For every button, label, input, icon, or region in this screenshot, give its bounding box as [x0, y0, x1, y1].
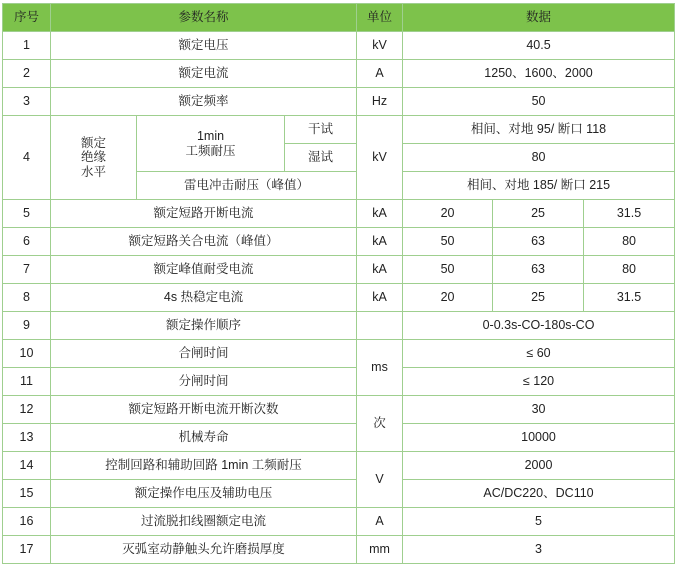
row-no: 13 [3, 424, 51, 452]
row-data: AC/DC220、DC110 [403, 480, 675, 508]
row-data-1: 50 [403, 228, 493, 256]
row-data-2: 25 [493, 200, 584, 228]
row-unit [357, 312, 403, 340]
row-unit: Hz [357, 88, 403, 116]
row-name: 额定短路开断电流开断次数 [51, 396, 357, 424]
row-data: 0-0.3s-CO-180s-CO [403, 312, 675, 340]
lightning-impulse-label: 雷电冲击耐压（峰值） [137, 172, 357, 200]
row-unit: kV [357, 116, 403, 200]
row-no: 10 [3, 340, 51, 368]
table-row [3, 228, 675, 256]
row-no: 11 [3, 368, 51, 396]
insulation-group-label [51, 116, 137, 200]
row-unit: kA [357, 284, 403, 312]
row-unit: kV [357, 32, 403, 60]
row-data-1: 20 [403, 284, 493, 312]
row-name: 额定频率 [51, 88, 357, 116]
table-row [3, 452, 675, 480]
row-unit: 次 [357, 396, 403, 452]
table-row [3, 116, 675, 144]
row-data-3: 31.5 [584, 284, 675, 312]
row-data: 5 [403, 508, 675, 536]
header-data: 数据 [403, 4, 675, 32]
row-no: 12 [3, 396, 51, 424]
table-header [3, 4, 675, 32]
row-data: 80 [403, 144, 675, 172]
row-data: 30 [403, 396, 675, 424]
row-data: 10000 [403, 424, 675, 452]
row-no: 5 [3, 200, 51, 228]
row-name: 机械寿命 [51, 424, 357, 452]
row-no: 4 [3, 116, 51, 200]
row-no: 6 [3, 228, 51, 256]
table-row [3, 424, 675, 452]
row-name: 额定短路关合电流（峰值） [51, 228, 357, 256]
row-name: 控制回路和辅助回路 1min 工频耐压 [51, 452, 357, 480]
header-no: 序号 [3, 4, 51, 32]
row-data-2: 63 [493, 228, 584, 256]
row-no: 1 [3, 32, 51, 60]
row-data-3: 80 [584, 256, 675, 284]
table-body [3, 32, 675, 564]
header-unit: 单位 [357, 4, 403, 32]
row-name: 额定操作顺序 [51, 312, 357, 340]
row-data: 40.5 [403, 32, 675, 60]
table-row [3, 312, 675, 340]
row-data-1: 50 [403, 256, 493, 284]
wet-test-label: 湿试 [285, 144, 357, 172]
row-name: 4s 热稳定电流 [51, 284, 357, 312]
insulation-label-line3: 水平 [80, 164, 106, 179]
row-data: 相间、对地 185/ 断口 215 [403, 172, 675, 200]
row-no: 17 [3, 536, 51, 564]
table-row [3, 340, 675, 368]
spec-sheet [0, 3, 676, 557]
row-data-3: 80 [584, 228, 675, 256]
row-name: 额定峰值耐受电流 [51, 256, 357, 284]
table-row [3, 536, 675, 564]
row-name: 额定电流 [51, 60, 357, 88]
row-data: ≤ 60 [403, 340, 675, 368]
row-name: 额定短路开断电流 [51, 200, 357, 228]
row-no: 14 [3, 452, 51, 480]
table-row [3, 480, 675, 508]
row-no: 8 [3, 284, 51, 312]
table-row [3, 508, 675, 536]
row-no: 7 [3, 256, 51, 284]
row-no: 9 [3, 312, 51, 340]
table-row [3, 368, 675, 396]
row-data-1: 20 [403, 200, 493, 228]
row-name: 合闸时间 [51, 340, 357, 368]
insulation-label-line1: 额定 [80, 135, 106, 150]
power-freq-withstand-label [137, 116, 285, 172]
row-data-3: 31.5 [584, 200, 675, 228]
table-row [3, 256, 675, 284]
row-data: 3 [403, 536, 675, 564]
table-row [3, 32, 675, 60]
table-row [3, 284, 675, 312]
row-data-2: 63 [493, 256, 584, 284]
insulation-label-line2: 绝缘 [80, 150, 106, 165]
row-unit: mm [357, 536, 403, 564]
row-unit: kA [357, 228, 403, 256]
row-unit: kA [357, 256, 403, 284]
row-unit: V [357, 452, 403, 508]
row-data: 2000 [403, 452, 675, 480]
row-unit: A [357, 60, 403, 88]
row-unit: kA [357, 200, 403, 228]
row-data: 1250、1600、2000 [403, 60, 675, 88]
row-no: 16 [3, 508, 51, 536]
row-data: ≤ 120 [403, 368, 675, 396]
row-name: 过流脱扣线圈额定电流 [51, 508, 357, 536]
row-unit: ms [357, 340, 403, 396]
row-name: 灭弧室动静触头允许磨损厚度 [51, 536, 357, 564]
power-freq-line1: 1min [196, 129, 225, 144]
table-row [3, 60, 675, 88]
row-data-2: 25 [493, 284, 584, 312]
row-no: 3 [3, 88, 51, 116]
dry-test-label: 干试 [285, 116, 357, 144]
row-name: 额定操作电压及辅助电压 [51, 480, 357, 508]
row-no: 15 [3, 480, 51, 508]
header-param-name: 参数名称 [51, 4, 357, 32]
specifications-table [2, 3, 675, 564]
table-row [3, 200, 675, 228]
row-data: 50 [403, 88, 675, 116]
power-freq-line2: 工频耐压 [185, 143, 236, 158]
row-no: 2 [3, 60, 51, 88]
row-name: 分闸时间 [51, 368, 357, 396]
row-name: 额定电压 [51, 32, 357, 60]
row-data: 相间、对地 95/ 断口 118 [403, 116, 675, 144]
table-row [3, 88, 675, 116]
table-row [3, 396, 675, 424]
row-unit: A [357, 508, 403, 536]
